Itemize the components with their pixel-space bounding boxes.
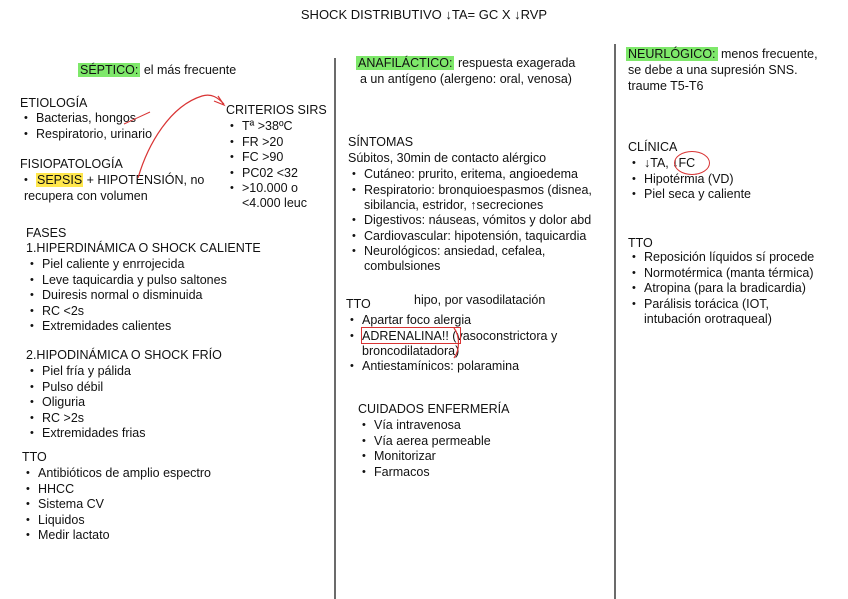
neurologico-tto-title: TTO xyxy=(628,236,653,250)
list-item: • Hipotérmia (VD) xyxy=(632,172,751,188)
list-item: • Sistema CV xyxy=(26,497,211,513)
anafilactico-heading xyxy=(356,56,575,72)
tto-note: hipo, por vasodilatación xyxy=(414,293,546,307)
respiratorio-line2: sibilancia, estridor, ↑secreciones xyxy=(364,198,544,212)
list-item: • Antiestamínicos: polaramina xyxy=(350,359,519,375)
list-item: • Reposición líquidos sí procede xyxy=(632,250,814,266)
list-item: • RC <2s xyxy=(30,304,227,320)
neurologico-heading xyxy=(626,47,818,63)
fase2-title: 2.HIPODINÁMICA O SHOCK FRÍO xyxy=(26,348,222,362)
anafilactico-heading-label: ANAFILÁCTICO: xyxy=(358,56,453,70)
list-item: • Antibióticos de amplio espectro xyxy=(26,466,211,482)
list-item: • Respiratorio, urinario xyxy=(24,127,152,143)
list-item: • >10.000 o xyxy=(230,181,298,197)
sintomas-title: SÍNTOMAS xyxy=(348,135,414,149)
neurologico-tto-line2: intubación orotraqueal) xyxy=(644,312,772,326)
list-item: • Apartar foco alergia xyxy=(350,313,557,329)
list-item: • Monitorizar xyxy=(362,449,491,465)
anafilactico-tto-list-cont xyxy=(350,359,519,375)
list-item: • Farmacos xyxy=(362,465,491,481)
neurologicos-line2: combulsiones xyxy=(364,259,441,273)
list-item: • PC02 <32 xyxy=(230,166,298,182)
anafilactico-heading-line2: a un antígeno (alergeno: oral, venosa) xyxy=(360,72,572,86)
septico-heading xyxy=(78,63,236,79)
septico-tto-list xyxy=(26,466,211,544)
adrenalina-line2: broncodilatadora) xyxy=(362,344,460,358)
anafilactico-heading-desc: respuesta exagerada xyxy=(454,56,576,70)
list-item: • RC >2s xyxy=(30,411,146,427)
fase1-list xyxy=(30,257,227,335)
fases-title: FASES xyxy=(26,226,67,240)
column-divider-right xyxy=(614,44,616,599)
sintomas-list xyxy=(352,167,592,198)
list-item: • Pulso débil xyxy=(30,380,146,396)
sepsis-highlight: SEPSIS xyxy=(37,173,83,187)
sirs-title: CRITERIOS SIRS xyxy=(226,103,327,117)
list-item: • Oliguria xyxy=(30,395,146,411)
neurologico-heading-desc: menos frecuente, xyxy=(717,47,818,61)
list-item: • Tª >38ºC xyxy=(230,119,298,135)
fisio-line2: recupera con volumen xyxy=(24,189,148,203)
list-item: • Leve taquicardia y pulso saltones xyxy=(30,273,227,289)
cuidados-title: CUIDADOS ENFERMERÍA xyxy=(358,402,510,416)
list-item: • Piel seca y caliente xyxy=(632,187,751,203)
septico-heading-label: SÉPTICO: xyxy=(80,63,139,77)
list-item: • Normotérmica (manta térmica) xyxy=(632,266,814,282)
list-item: • Cutáneo: prurito, eritema, angioedema xyxy=(352,167,592,183)
list-item: • Bacterias, hongos xyxy=(24,111,152,127)
list-item: • Piel fría y pálida xyxy=(30,364,146,380)
list-item: • ↓TA, ↓FC xyxy=(632,156,751,172)
clinica-title: CLÍNICA xyxy=(628,140,678,154)
list-item: • Neurológicos: ansiedad, cefalea, xyxy=(352,244,591,260)
neurologico-line2: se debe a una supresión SNS. xyxy=(628,63,798,77)
septico-tto-title: TTO xyxy=(22,450,47,464)
cuidados-list xyxy=(362,418,491,480)
list-item: • Vía aerea permeable xyxy=(362,434,491,450)
list-item: • Parálisis torácica (IOT, xyxy=(632,297,814,313)
neurologico-line3: traume T5-T6 xyxy=(628,79,704,93)
fc-red-circle xyxy=(674,151,710,175)
fisiopatologia-title: FISIOPATOLOGÍA xyxy=(20,157,123,171)
page-title: SHOCK DISTRIBUTIVO ↓TA= GC X ↓RVP xyxy=(300,7,548,22)
list-item: • Duiresis normal o disminuida xyxy=(30,288,227,304)
column-divider-left xyxy=(334,58,336,599)
anafilactico-tto-title: TTO xyxy=(346,297,371,311)
list-item: • Piel caliente y enrrojecida xyxy=(30,257,227,273)
sintomas-subtitle: Súbitos, 30min de contacto alérgico xyxy=(348,151,547,165)
list-item: • Extremidades calientes xyxy=(30,319,227,335)
list-item: • Vía intravenosa xyxy=(362,418,491,434)
list-item: • HHCC xyxy=(26,482,211,498)
fisio-text: + HIPOTENSIÓN, no xyxy=(83,173,205,187)
etiologia-list xyxy=(24,111,152,142)
sintomas-list-cont xyxy=(352,213,591,260)
list-item: • Extremidades frias xyxy=(30,426,146,442)
neurologico-tto-list xyxy=(632,250,814,312)
fisiopatologia-list xyxy=(24,173,204,189)
sirs-last-line: <4.000 leuc xyxy=(242,196,307,210)
list-item: • Liquidos xyxy=(26,513,211,529)
list-item: • ADRENALINA!! (vasoconstrictora y xyxy=(350,329,557,345)
list-item xyxy=(24,173,204,189)
list-item: • FC >90 xyxy=(230,150,298,166)
list-item: • Medir lactato xyxy=(26,528,211,544)
neurologico-heading-label: NEURLÓGICO: xyxy=(628,47,716,61)
list-item: • Respiratorio: bronquioespasmos (disnea, xyxy=(352,183,592,199)
septico-heading-desc: el más frecuente xyxy=(140,63,237,77)
adrenalina-red-box xyxy=(361,327,461,344)
list-item: • Digestivos: náuseas, vómitos y dolor abd xyxy=(352,213,591,229)
fase2-list xyxy=(30,364,146,442)
list-item: • FR >20 xyxy=(230,135,298,151)
fase1-title: 1.HIPERDINÁMICA O SHOCK CALIENTE xyxy=(26,241,261,255)
list-item: • Atropina (para la bradicardia) xyxy=(632,281,814,297)
etiologia-title: ETIOLOGÍA xyxy=(20,96,88,110)
sirs-list xyxy=(230,119,298,197)
list-item: • Cardiovascular: hipotensión, taquicardia xyxy=(352,229,591,245)
